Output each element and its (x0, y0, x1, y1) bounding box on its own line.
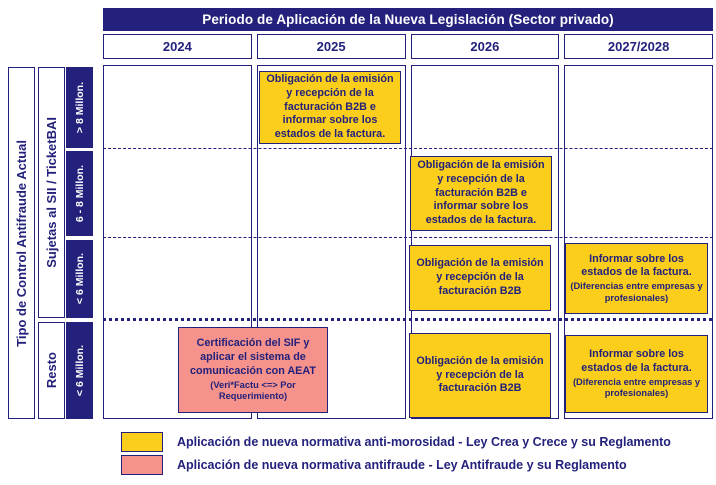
axis-tipo-de-control-label: Tipo de Control Antifraude Actual (14, 139, 29, 347)
cell-text: Certificación del SIF y aplicar el sistema de comunicación con AEAT (190, 337, 316, 377)
legend-label-anti-morosidad: Aplicación de nueva normativa anti-morosidad - Ley Crea y Crece y su Reglamento (177, 434, 671, 449)
band-6-8-millon (66, 151, 93, 236)
group-separator-sujetas-resto (103, 318, 713, 321)
cell-informar-estados-2027-lt6-sujetas (565, 243, 708, 314)
band-lt-6-millon-resto-label: < 6 Millon. (73, 344, 86, 397)
year-header-2024: 2024 (103, 34, 252, 59)
band-lt-6-millon-resto (66, 322, 93, 419)
cell-b2b-obligation-2026-lt6-sujetas (409, 245, 551, 311)
legend-label-antifraude: Aplicación de nueva normativa antifraude - Ley Antifraude y su Reglamento (177, 457, 627, 472)
year-header-2026: 2026 (411, 34, 560, 59)
cell-text: Obligación de la emisión y recepción de la facturación B2B (416, 354, 544, 395)
axis-group-resto-label: Resto (44, 352, 59, 389)
row-separator-2 (103, 237, 713, 238)
cell-b2b-obligation-2026-resto (409, 333, 551, 418)
row-separator-1 (103, 148, 713, 149)
cell-informar-estados-2027-resto (565, 335, 708, 413)
cell-certificacion-sif-2024-2025-resto (178, 327, 328, 413)
legend-swatch-yellow (121, 432, 163, 452)
cell-subtext: (Veri*Factu <=> Por Requerimiento) (210, 379, 296, 402)
band-gt-8-millon (66, 67, 93, 148)
page-title (103, 8, 713, 31)
axis-group-sujetas-label: Sujetas al SII / TicketBAI (44, 117, 59, 268)
cell-b2b-obligation-2026-6-8 (410, 156, 552, 231)
legend-swatch-pink (121, 455, 163, 475)
axis-group-resto (38, 322, 65, 419)
band-lt-6-millon-sujetas (66, 240, 93, 318)
page-title-text: Periodo de Aplicación de la Nueva Legislación (Sector privado) (202, 12, 614, 27)
cell-text: Obligación de la emisión y recepción de la facturación B2B e informar sobre los estados de la factura. (417, 158, 545, 227)
cell-subtext: (Diferencias entre empresas y profesionales) (570, 281, 703, 303)
cell-b2b-obligation-2025-gt8 (259, 71, 401, 144)
cell-subtext: (Diferencia entre empresas y profesionales) (572, 376, 701, 399)
cell-text: Informar sobre los estados de la factura. (581, 348, 692, 374)
cell-text: Obligación de la emisión y recepción de la facturación B2B e informar sobre los estados de la factura. (266, 72, 394, 141)
cell-text: Informar sobre los estados de la factura. (581, 252, 692, 279)
axis-tipo-de-control (8, 67, 35, 419)
year-header-2025: 2025 (257, 34, 406, 59)
band-6-8-millon-label: 6 - 8 Millon. (73, 164, 86, 223)
legend-item-anti-morosidad (121, 431, 711, 452)
year-header-2027-2028: 2027/2028 (564, 34, 713, 59)
legend-item-antifraude (121, 454, 711, 475)
year-header-row (103, 34, 713, 59)
band-lt-6-millon-sujetas-label: < 6 Millon. (73, 253, 86, 305)
cell-text: Obligación de la emisión y recepción de la facturación B2B (416, 257, 544, 297)
band-gt-8-millon-label: > 8 Millon. (73, 81, 86, 134)
axis-group-sujetas (38, 67, 65, 318)
